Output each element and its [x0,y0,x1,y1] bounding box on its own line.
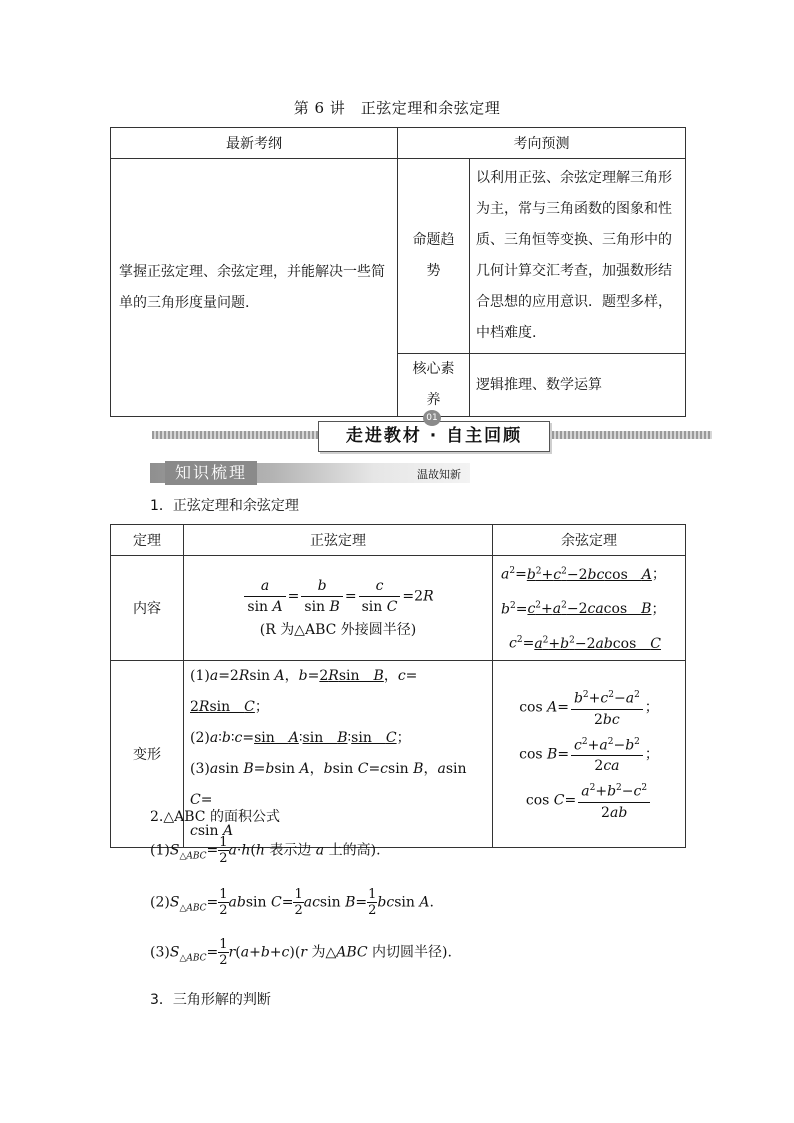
header-latest-outline: 最新考纲 [111,128,398,159]
section-label: 知识梳理 [165,461,257,485]
col-cosine-law: 余弦定理 [493,525,686,556]
cosine-law-variants: cos A= $\frac{b^2+c^2-a^2}{2bc}$ ； cos B= $\frac{c^2+a^2-b^2}{2ca}$ ； cos C= $\frac{a^2+b^2-c^2}{2ab}$ [493,660,686,847]
sine-law-variants: (1)a=2Rsin A，b=2Rsin B，c= 2Rsin C； (2)a∶b∶c=sin A∶sin B∶sin C； (3)asin B=bsin A，bsin C=csin B，asin C= csin A [184,660,493,847]
area-formula-1: $(1)S_{\triangle ABC}=$ $\frac{1}{2}$ a·h(h 表示边 a 上的高). [150,835,381,866]
header-prediction: 考向预测 [398,128,686,159]
theorem-table [110,524,686,848]
area-formula-2: $(2)S_{\triangle ABC}=$ $\frac{1}{2}$ absin C= $\frac{1}{2}$ acsin B= $\frac{1}{2}$ bcsin A. [150,887,434,918]
section-number-badge: 01 [423,410,441,426]
row-variant-label: 变形 [111,660,184,847]
heading-3: 3．三角形解的判断 [150,992,271,1008]
section-banner: 走进教材 · 自主回顾 [318,421,550,452]
sine-law-formula: $\frac{a}{\text{sin A}}$ = $\frac{b}{\text{sin B}}$ = $\frac{c}{\text{sin C}}$ =2R (R 为△ABC 外接圆半径) [184,556,493,661]
page-title: 第 6 讲 正弦定理和余弦定理 [293,99,501,117]
trend-label: 命题趋势 [398,159,470,354]
row-content-label: 内容 [111,556,184,661]
heading-2: 2.△ABC 的面积公式 [150,809,280,825]
area-formula-3: $(3)S_{\triangle ABC}=$ $\frac{1}{2}$ r(a+b+c)(r 为△ABC 内切圆半径). [150,937,452,968]
col-sine-law: 正弦定理 [184,525,493,556]
col-theorem: 定理 [111,525,184,556]
literacy-label: 核心素养 [398,354,470,417]
heading-1: 1．正弦定理和余弦定理 [150,498,299,514]
exam-outline-table [110,127,686,417]
cosine-law-formula: $a^2=b^2+c^2-2bccos$ A； $b^2=c^2+a^2-2cacos$ B； $c^2=a^2+b^2-2abcos$ C [493,556,686,661]
outline-content: 掌握正弦定理、余弦定理，并能解决一些简单的三角形度量问题. [111,159,398,417]
trend-content: 以利用正弦、余弦定理解三角形为主，常与三角函数的图象和性质、三角恒等变换、三角形中的几何计算交汇考查，加强数形结合思想的应用意识．题型多样，中档难度. [470,159,686,354]
sine-law-note: (R 为△ABC 外接圆半径) [259,622,417,639]
literacy-content: 逻辑推理、数学运算 [470,354,686,417]
section-subtitle: 温故知新 [417,468,461,481]
